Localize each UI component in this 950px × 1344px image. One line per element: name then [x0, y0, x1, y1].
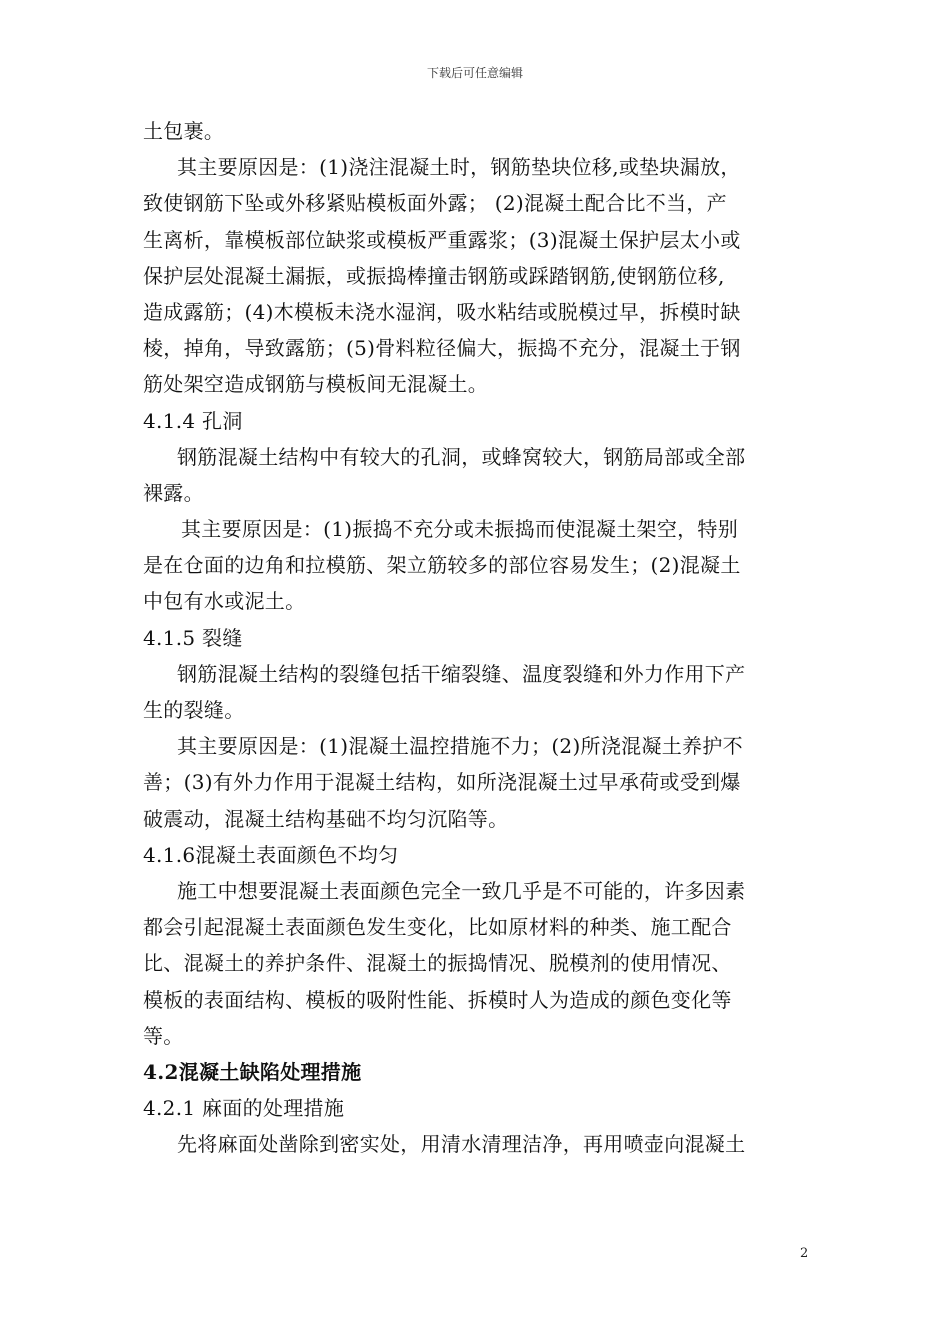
text-line: 筋处架空造成钢筋与模板间无混凝土。 [143, 372, 489, 397]
section-heading: 4.1.6混凝土表面颜色不均匀 [143, 842, 399, 867]
text-line: 等。 [143, 1023, 184, 1048]
section-heading: 4.1.4 孔洞 [143, 408, 243, 433]
text-line: 施工中想要混凝土表面颜色完全一致几乎是不可能的，许多因素 [177, 878, 746, 903]
text-line: 是在仓面的边角和拉模筋、架立筋较多的部位容易发生；(2)混凝土 [143, 553, 741, 578]
text-line: 造成露筋；(4)木模板未浇水湿润，吸水粘结或脱模过早，拆模时缺 [143, 299, 741, 324]
text-line: 保护层处混凝土漏振，或振捣棒撞击钢筋或踩踏钢筋,使钢筋位移, [143, 263, 725, 288]
document-body [143, 113, 813, 1162]
text-line: 都会引起混凝土表面颜色发生变化，比如原材料的种类、施工配合 [143, 915, 732, 940]
text-line: 比、混凝土的养护条件、混凝土的振捣情况、脱模剂的使用情况、 [143, 951, 732, 976]
text-line: 钢筋混凝土结构的裂缝包括干缩裂缝、温度裂缝和外力作用下产 [177, 661, 746, 686]
page-header: 下载后可任意编辑 [426, 66, 523, 80]
text-line: 善；(3)有外力作用于混凝土结构，如所浇混凝土过早承荷或受到爆 [143, 770, 741, 795]
text-line: 模板的表面结构、模板的吸附性能、拆模时人为造成的颜色变化等 [143, 987, 732, 1012]
text-line: 先将麻面处凿除到密实处，用清水清理洁净，再用喷壶向混凝土 [177, 1132, 746, 1157]
text-line: 其主要原因是：(1)振捣不充分或未振捣而使混凝土架空，特别 [181, 517, 739, 542]
chapter-heading: 4.2混凝土缺陷处理措施 [143, 1059, 362, 1084]
text-line: 棱，掉角，导致露筋；(5)骨料粒径偏大，振捣不充分，混凝土于钢 [143, 336, 741, 361]
text-line: 裸露。 [143, 480, 204, 505]
page-number: 2 [800, 1246, 809, 1261]
text-line: 土包裹。 [143, 119, 225, 143]
text-line: 其主要原因是：(1)混凝土温控措施不力；(2)所浇混凝土养护不 [177, 734, 743, 759]
text-line: 其主要原因是：(1)浇注混凝土时，钢筋垫块位移,或垫块漏放， [177, 155, 741, 180]
text-line: 生的裂缝。 [143, 698, 245, 722]
text-line: 生离析，靠模板部位缺浆或模板严重露浆；(3)混凝土保护层太小或 [143, 227, 741, 252]
section-heading: 4.1.5 裂缝 [143, 625, 243, 650]
text-line: 中包有水或泥土。 [143, 589, 306, 614]
text-line: 钢筋混凝土结构中有较大的孔洞，或蜂窝较大，钢筋局部或全部 [177, 444, 746, 469]
section-heading: 4.2.1 麻面的处理措施 [143, 1096, 345, 1121]
text-line: 破震动，混凝土结构基础不均匀沉陷等。 [143, 806, 509, 831]
text-line: 致使钢筋下坠或外移紧贴模板面外露； (2)混凝土配合比不当，产 [143, 191, 727, 216]
